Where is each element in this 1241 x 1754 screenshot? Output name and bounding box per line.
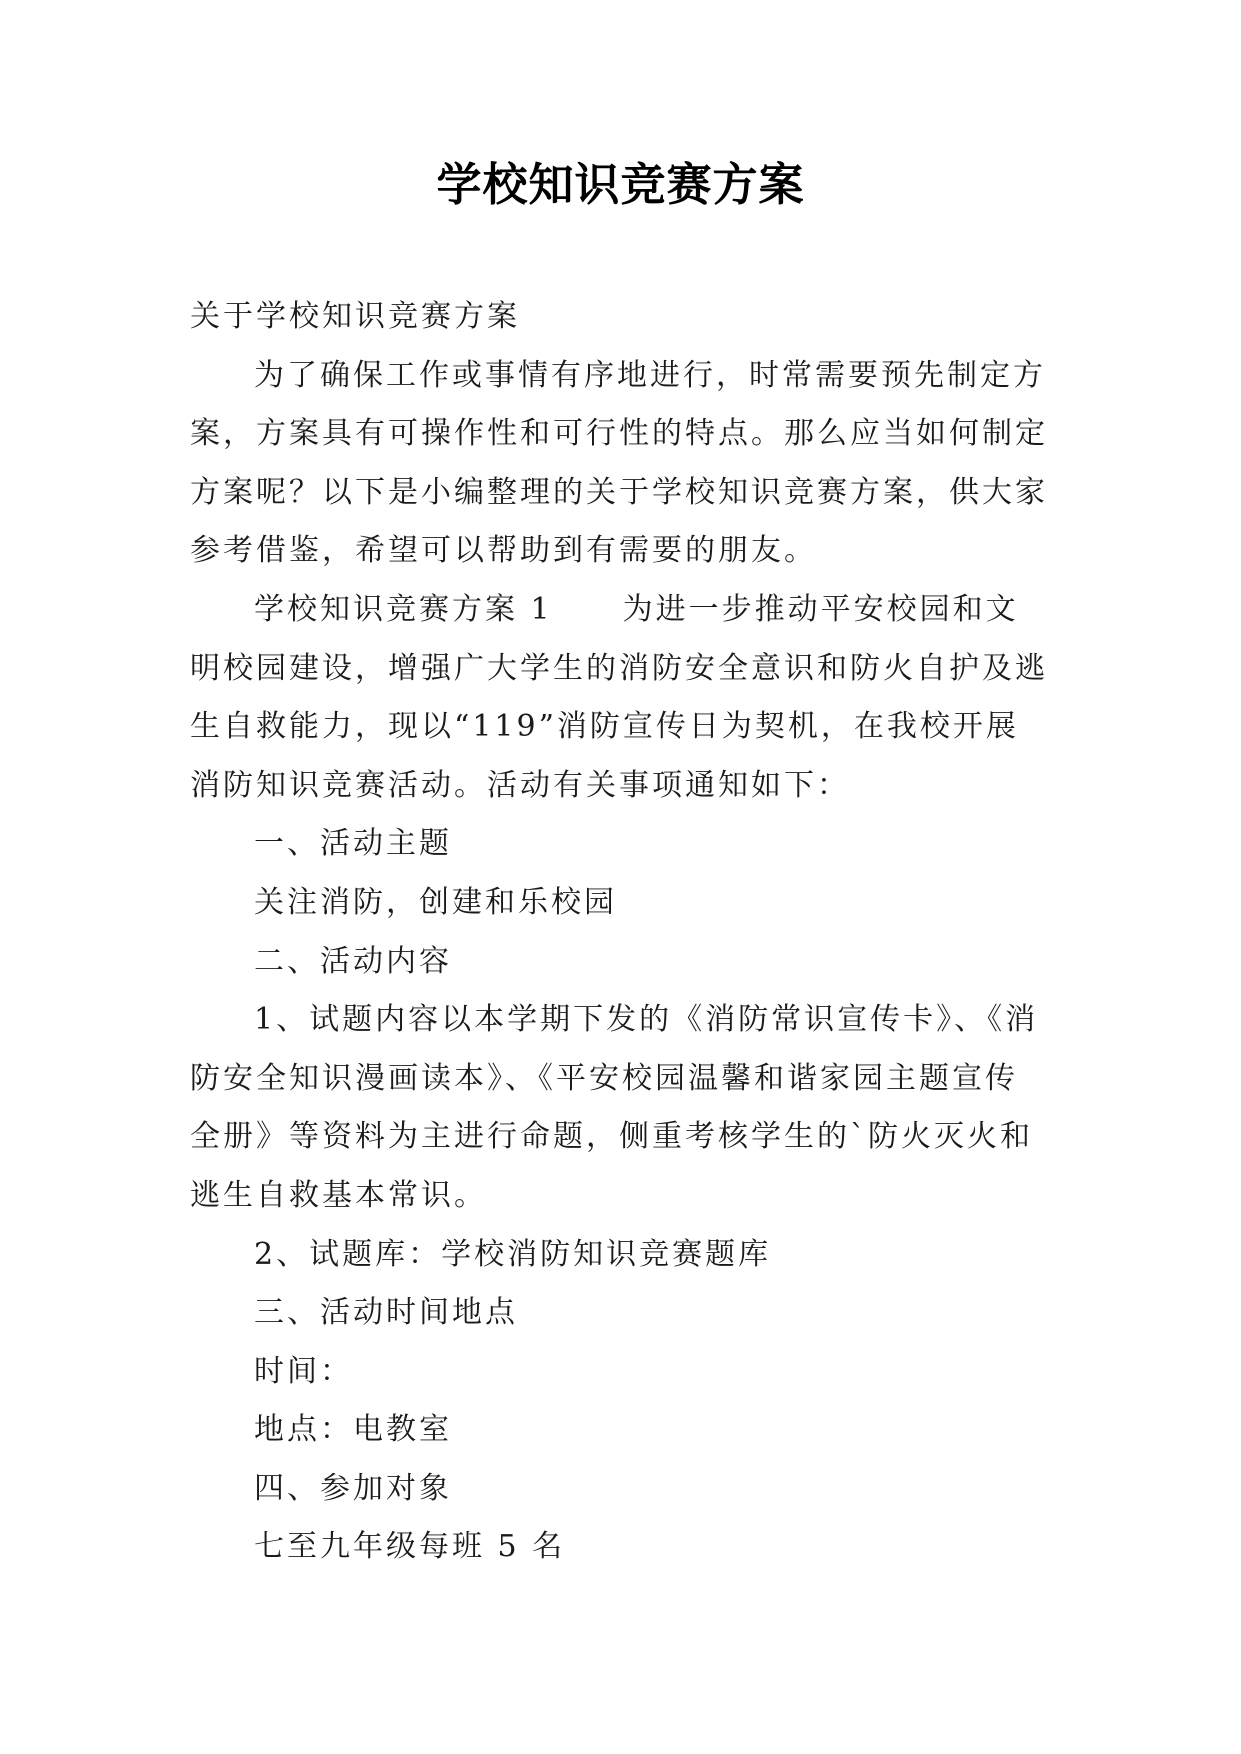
heading-theme: 一、活动主题: [254, 826, 452, 862]
heading-content: 二、活动内容: [254, 943, 452, 979]
section-1-title: 学校知识竞赛方案 1: [254, 591, 553, 627]
place-text: 地点：电教室: [254, 1412, 452, 1448]
content-item-2: 2、试题库：学校消防知识竞赛题库: [254, 1236, 772, 1272]
theme-text: 关注消防，创建和乐校园: [254, 884, 617, 920]
section-1-paragraph: [190, 581, 1050, 815]
intro-paragraph: 为了确保工作或事情有序地进行，时常需要预先制定方案，方案具有可操作性和可行性的特点。那么应当如何制定方案呢？以下是小编整理的关于学校知识竞赛方案，供大家参考借鉴，希望可以帮助到有需要的朋友。: [190, 357, 1048, 569]
intro-heading: 关于学校知识竞赛方案: [190, 299, 520, 334]
heading-time-place: 三、活动时间地点: [254, 1295, 518, 1331]
document-body: [190, 288, 1050, 1577]
content-item-1: 1、试题内容以本学期下发的《消防常识宣传卡》、《消防安全知识漫画读本》、《平安校园温馨和谐家园主题宣传全册》等资料为主进行命题，侧重考核学生的`防火灭火和逃生自救基本常识。: [190, 1002, 1039, 1213]
section-1-text: 为进一步推动平安校园和文明校园建设，增强广大学生的消防安全意识和防火自护及逃生自救能力，现以“119”消防宣传日为契机，在我校开展消防知识竞赛活动。活动有关事项通知如下：: [190, 591, 1048, 803]
time-label: 时间：: [254, 1353, 353, 1389]
document-title: 学校知识竞赛方案: [436, 158, 805, 211]
heading-participants: 四、参加对象: [254, 1470, 452, 1506]
participants-text: 七至九年级每班 5 名: [254, 1529, 566, 1565]
